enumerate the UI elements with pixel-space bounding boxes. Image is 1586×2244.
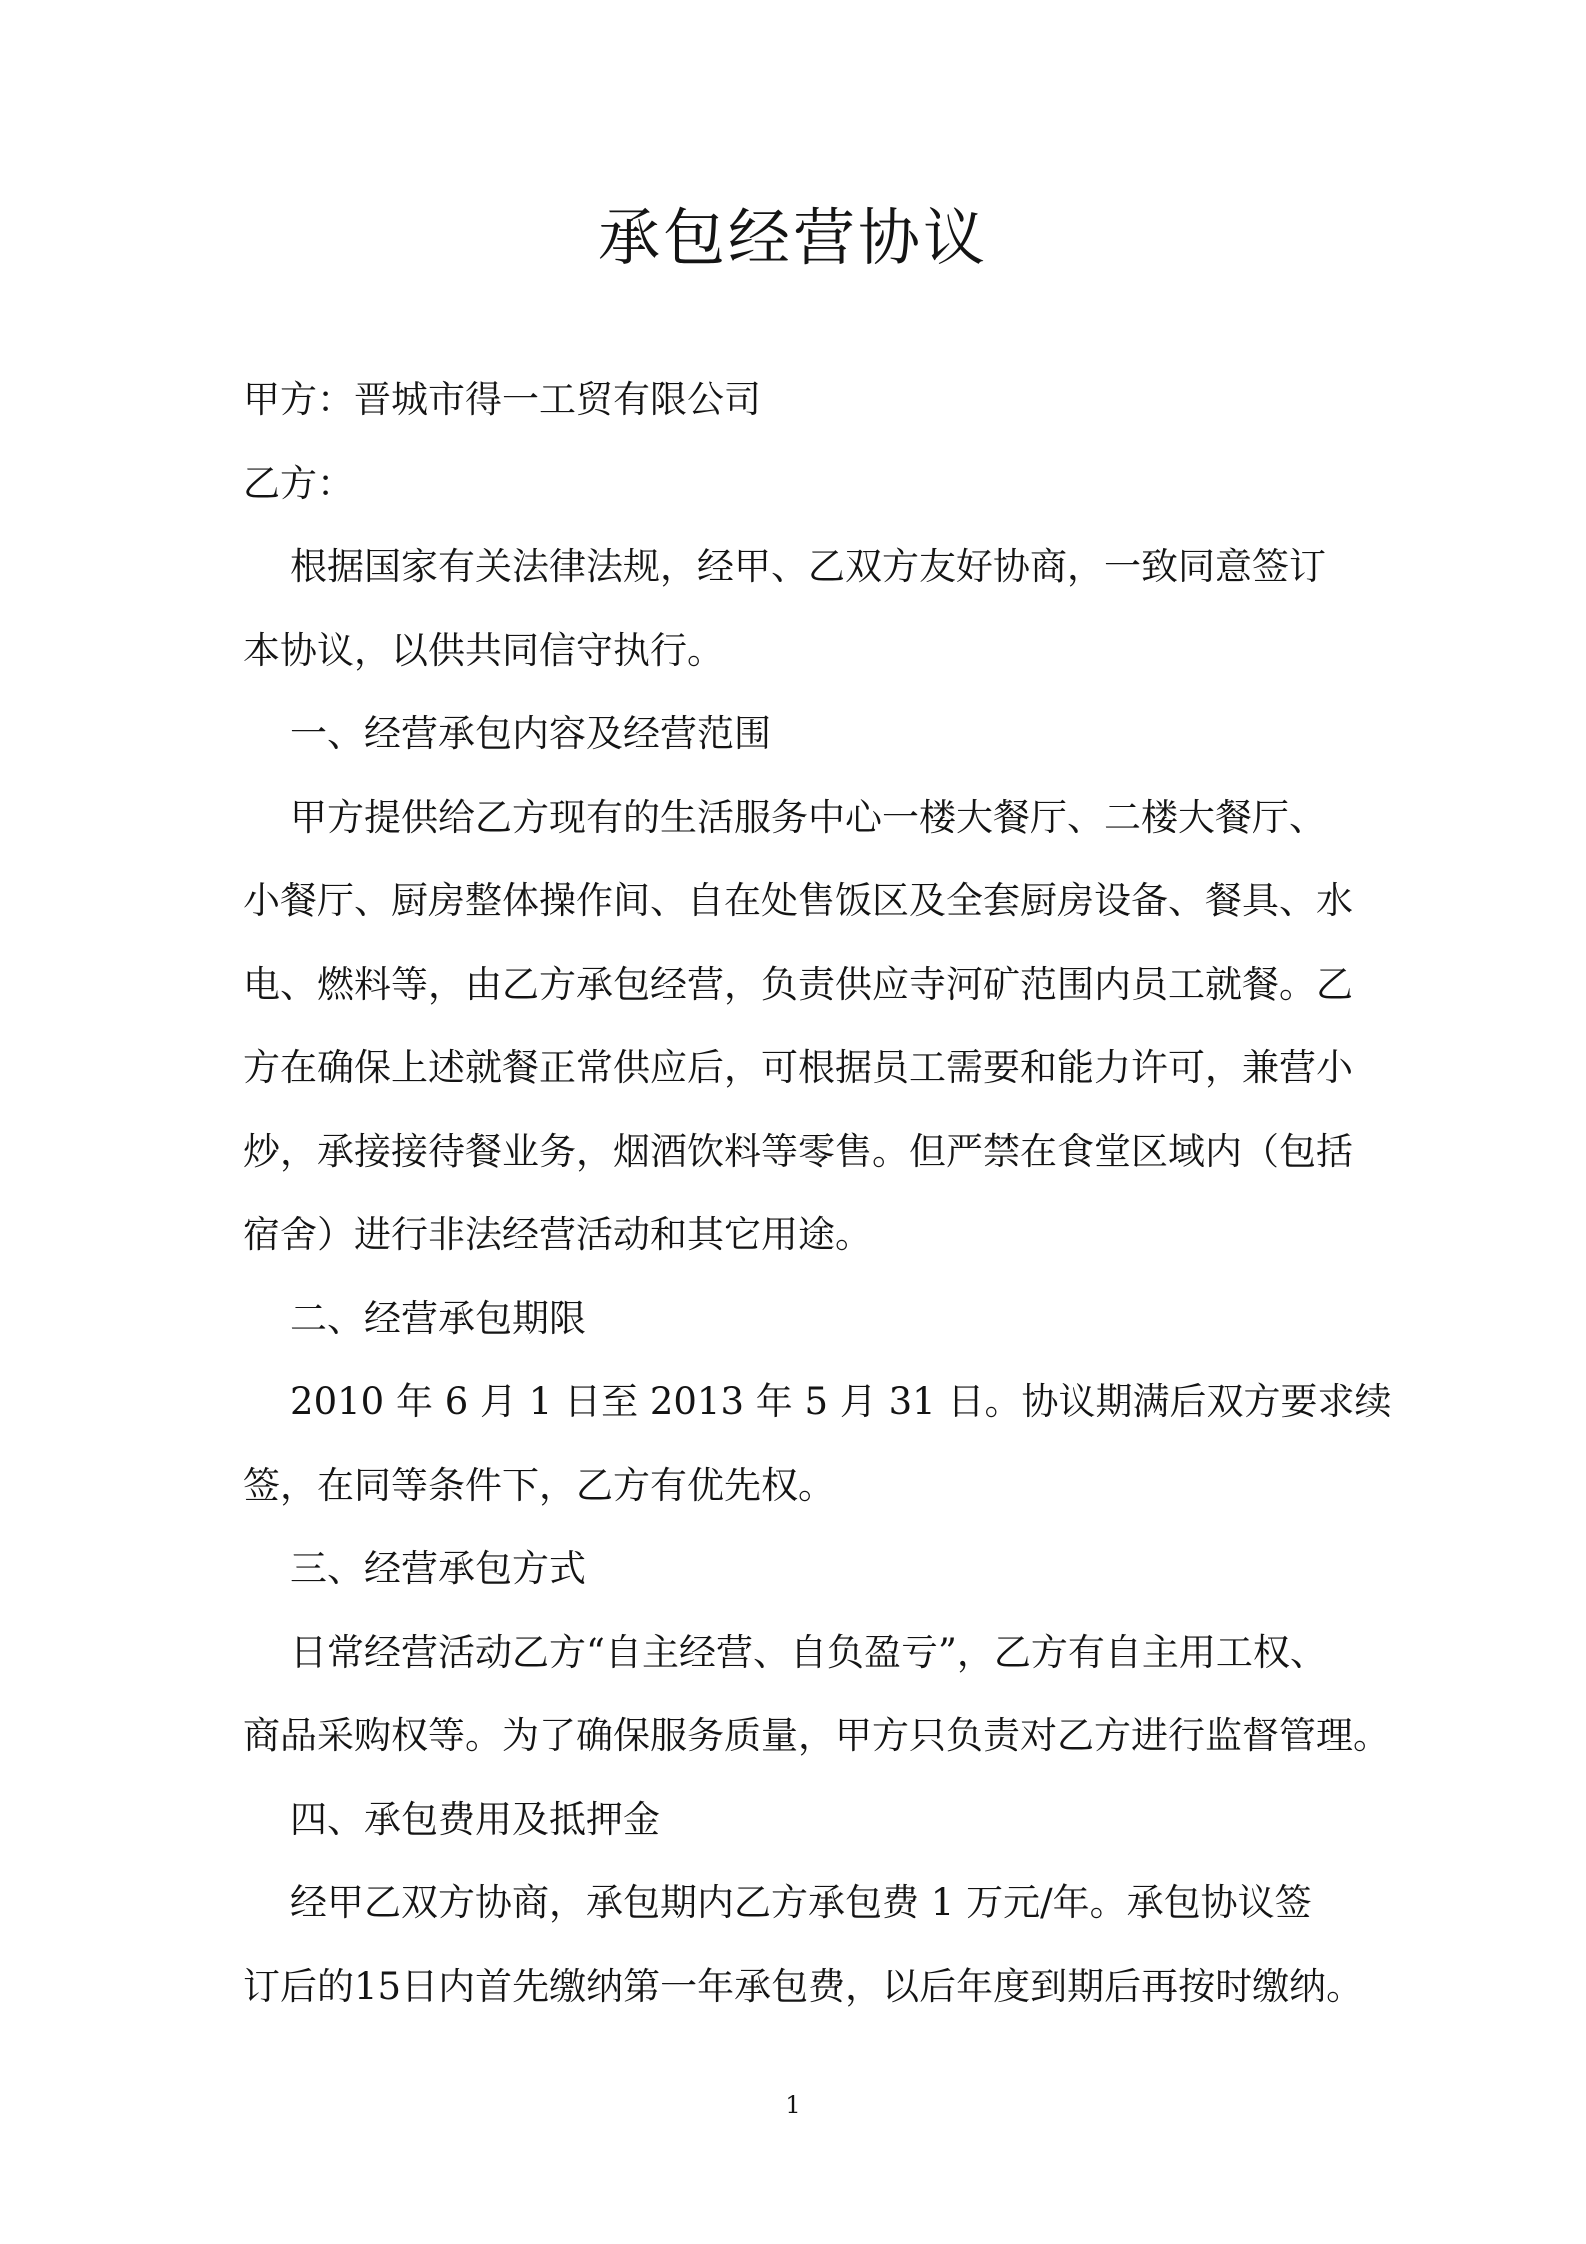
party-b-line: 乙方：: [243, 461, 354, 505]
page-number: 1: [785, 2091, 801, 2119]
section-heading: 二、经营承包期限: [243, 1296, 587, 1340]
section-heading: 四、承包费用及抵押金: [243, 1797, 661, 1841]
paragraph-line: 日常经营活动乙方“自主经营、自负盈亏”，乙方有自主用工权、: [243, 1630, 1327, 1674]
paragraph-line: 电、燃料等，由乙方承包经营，负责供应寺河矿范围内员工就餐。乙: [243, 962, 1353, 1006]
paragraph-line: 订后的15日内首先缴纳第一年承包费，以后年度到期后再按时缴纳。: [243, 1964, 1364, 2008]
paragraph-line: 甲方提供给乙方现有的生活服务中心一楼大餐厅、二楼大餐厅、: [243, 795, 1327, 839]
paragraph-line: 商品采购权等。为了确保服务质量，甲方只负责对乙方进行监督管理。: [243, 1714, 1390, 1757]
party-a-line: 甲方：晋城市得一工贸有限公司: [243, 378, 761, 421]
paragraph-line: 小餐厅、厨房整体操作间、自在处售饭区及全套厨房设备、餐具、水: [243, 879, 1353, 922]
document-body: [243, 358, 1392, 2028]
paragraph-line: 宿舍）进行非法经营活动和其它用途。: [243, 1213, 872, 1256]
preamble-line: 根据国家有关法律法规，经甲、乙双方友好协商，一致同意签订: [243, 545, 1327, 588]
paragraph-line: 经甲乙双方协商，承包期内乙方承包费 1 万元/年。承包协议签: [243, 1881, 1312, 1924]
paragraph-line: 炒，承接接待餐业务，烟酒饮料等零售。但严禁在食堂区域内（包括: [243, 1129, 1353, 1173]
section-heading: 一、经营承包内容及经营范围: [243, 712, 772, 755]
paragraph-line: 签，在同等条件下，乙方有优先权。: [243, 1463, 835, 1507]
paragraph-line: 2010 年 6 月 1 日至 2013 年 5 月 31 日。协议期满后双方要求续: [243, 1380, 1392, 1423]
section-heading: 三、经营承包方式: [243, 1547, 587, 1590]
document-title: 承包经营协议: [597, 201, 988, 274]
paragraph-line: 方在确保上述就餐正常供应后，可根据员工需要和能力许可，兼营小: [243, 1046, 1353, 1089]
preamble-line: 本协议，以供共同信守执行。: [243, 628, 724, 672]
